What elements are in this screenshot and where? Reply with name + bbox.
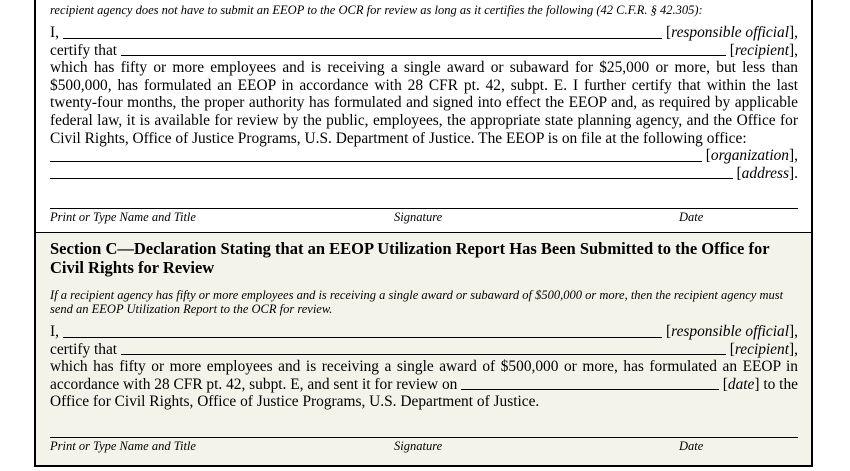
recipient-label: [recipient], [729, 340, 798, 358]
organization-field[interactable] [50, 160, 702, 162]
body-line: which has fifty or more employees and is receiving a single award of $500,000 or more, has formulated an EEOP in [50, 358, 798, 376]
review-date-field[interactable] [461, 388, 718, 390]
i-label: I, [50, 323, 59, 340]
body-line: $500,000, has formulated an EEOP in accordance with 28 CFR pt. 42, subpt. E. I further certify that within the last [50, 76, 798, 94]
organization-label: [organization], [705, 147, 798, 165]
section-c-heading: Section C—Declaration Stating that an EEOP Utilization Report Has Been Submitted to the Office for Civil Rights for Review [50, 239, 770, 277]
date-to-label: [date] to the [722, 375, 798, 393]
body-line: federal law, it is available for review by the public, employees, the appropriate state planning agency, and the Office for [50, 111, 798, 129]
date-label: Date [679, 210, 704, 224]
body-line: twenty-four months, the proper authority has formulated and signed into effect the EEOP and, as required by applicable [50, 94, 798, 112]
signature-line[interactable] [50, 437, 798, 438]
recipient-label: [recipient], [729, 41, 798, 59]
section-b [36, 0, 811, 234]
review-date-row [50, 376, 798, 394]
responsible-official-label: [responsible official], [666, 24, 798, 41]
section-c-certification [50, 323, 798, 411]
review-text: accordance with 28 CFR pt. 42, subpt. E, and sent it for review on [50, 375, 458, 393]
recipient-row [50, 341, 798, 359]
signature-line[interactable] [50, 208, 798, 209]
responsible-official-row [50, 323, 798, 341]
address-label: [address]. [736, 164, 798, 182]
print-name-label: Print or Type Name and Title [50, 210, 196, 224]
certify-that-label: certify that [50, 41, 118, 59]
section-c-note: If a recipient agency has fifty or more employees and is receiving a single award or subaward of $500,000 or more, then the recipient agency must send an EEOP Utilization Report to the OCR for review. [50, 288, 784, 316]
address-field[interactable] [50, 177, 733, 179]
recipient-field[interactable] [121, 353, 726, 355]
certify-that-label: certify that [50, 340, 118, 358]
responsible-official-field[interactable] [63, 336, 662, 338]
recipient-field[interactable] [121, 54, 726, 56]
responsible-official-label: [responsible official], [666, 323, 798, 340]
body-line: Office for Civil Rights, Office of Justice Programs, U.S. Department of Justice. [50, 393, 540, 411]
address-row [50, 165, 798, 183]
recipient-row [50, 42, 798, 60]
section-b-certification [50, 24, 798, 182]
body-line: which has fifty or more employees and is receiving a single award or subaward for $25,000 or more, but less than [50, 59, 798, 77]
organization-row [50, 147, 798, 165]
signature-label: Signature [394, 439, 443, 453]
date-label: Date [679, 439, 704, 453]
section-b-intro: recipient agency does not have to submit an EEOP to the OCR for review as long as it certifies the following (42 C.F.R. § 42.305): [50, 3, 703, 17]
responsible-official-row [50, 24, 798, 42]
responsible-official-field[interactable] [63, 37, 662, 39]
signature-label: Signature [394, 210, 443, 224]
body-line: Civil Rights, Office of Justice Programs, U.S. Department of Justice. The EEOP is on file at the following office: [50, 129, 747, 147]
form-frame [34, 0, 813, 467]
print-name-label: Print or Type Name and Title [50, 439, 196, 453]
section-c [36, 233, 811, 465]
i-label: I, [50, 24, 59, 41]
